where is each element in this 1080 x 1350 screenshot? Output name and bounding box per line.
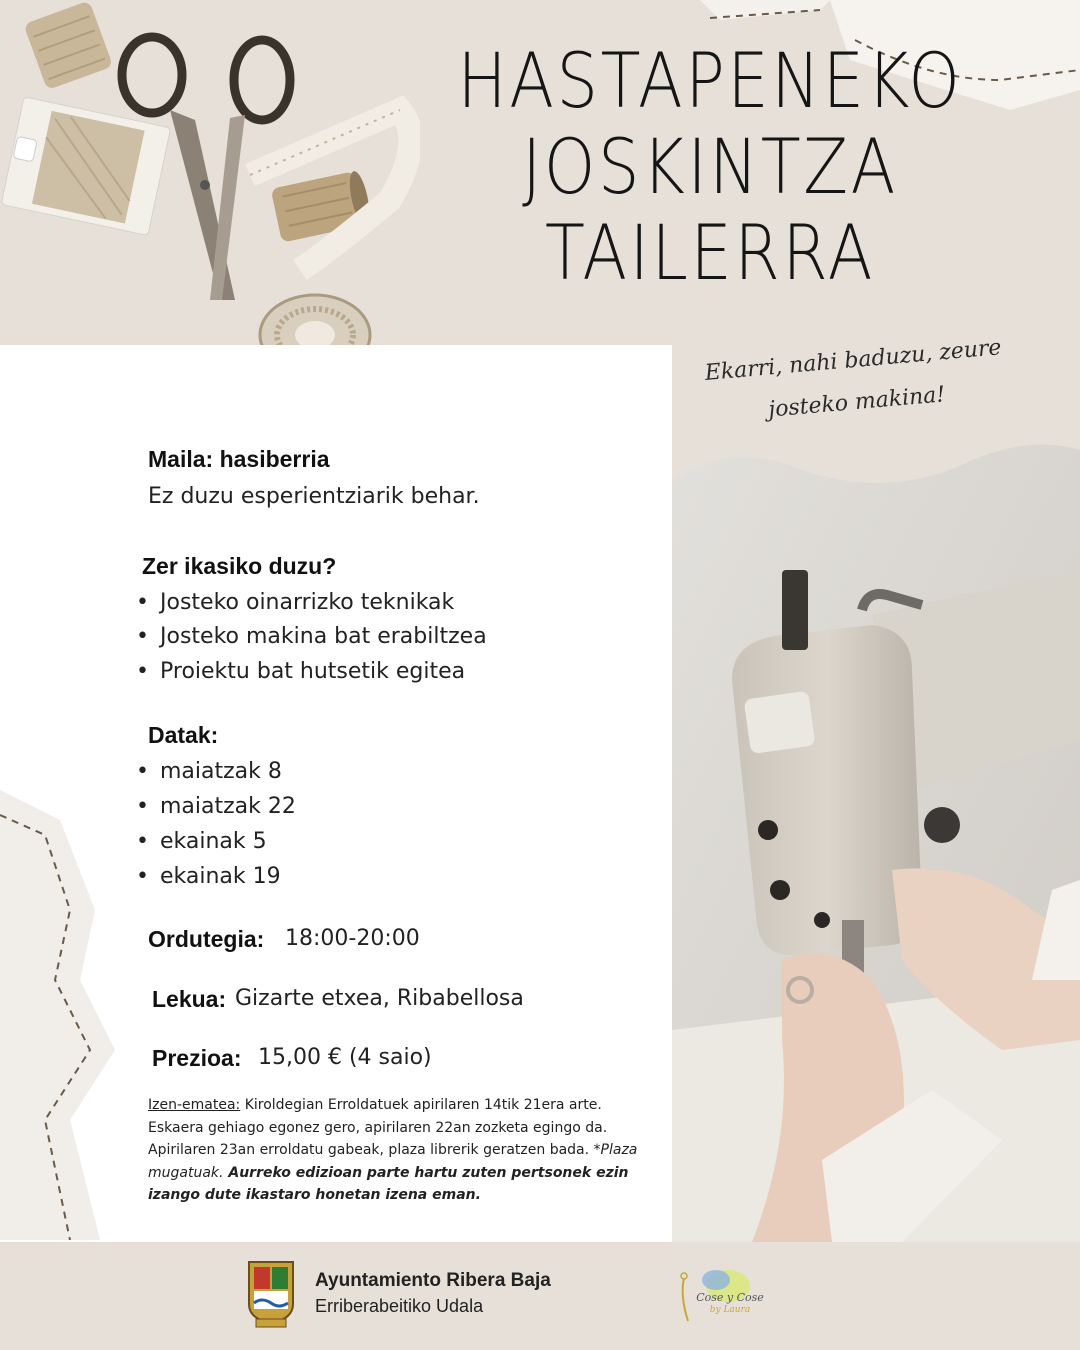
note-line: josteko makina! — [767, 382, 947, 423]
list-item: • maiatzak 8 — [160, 759, 282, 784]
page-title — [409, 38, 1011, 296]
list-item: • Josteko oinarrizko teknikak — [160, 590, 454, 615]
list-item: • ekainak 19 — [160, 864, 281, 889]
partner-logo-line: by Laura — [709, 1305, 751, 1315]
partner-logo-line: Cose y Cose — [696, 1291, 764, 1304]
sewing-machine-photo — [672, 440, 1080, 1242]
partner-logo-text — [690, 1292, 770, 1316]
sewing-tools-photo — [0, 0, 420, 400]
list-item: • ekainak 5 — [160, 829, 267, 854]
registration-label: Izen-ematea: — [148, 1097, 241, 1113]
registration-warning: Aurreko edizioan parte hartu zuten pertsonek ezin izango dute ikastaro honetan izena eman. — [148, 1164, 629, 1203]
registration-note: *Plaza mugatuak. — [148, 1142, 638, 1181]
learn-heading: Zer ikasiko duzu? — [142, 553, 337, 579]
schedule-label: Ordutegia: — [148, 926, 265, 952]
dates-heading: Datak: — [148, 722, 219, 748]
sewing-pattern-decoration — [0, 790, 130, 1240]
registration-text: Kiroldegian Erroldatuek apirilaren 14tik 21era arte. Eskaera gehiago egonez gero, apirilaren 22an zozketa egingo da. Apirilaren 23an erroldatu gabeak, plaza librerik geratzen bada. — [148, 1097, 608, 1158]
title-line: JOSKINTZA — [522, 122, 898, 211]
footer — [0, 1242, 1080, 1350]
organizer-name-basque: Erriberabeitiko Udala — [315, 1296, 484, 1316]
list-item: • Proiektu bat hutsetik egitea — [160, 659, 465, 684]
title-line: HASTAPENEKO — [457, 36, 963, 125]
place-value: Gizarte etxea, Ribabellosa — [235, 986, 524, 1011]
coat-of-arms-icon — [246, 1259, 296, 1329]
price-label: Prezioa: — [152, 1045, 242, 1071]
level-text: Ez duzu esperientziarik behar. — [148, 484, 480, 509]
list-item: • maiatzak 22 — [160, 794, 296, 819]
price-value: 15,00 € (4 saio) — [258, 1045, 432, 1070]
place-label: Lekua: — [152, 986, 227, 1012]
note-line: Ekarri, nahi baduzu, zeure — [703, 335, 1003, 387]
organizer-name: Ayuntamiento Ribera Baja — [315, 1270, 551, 1291]
list-item: • Josteko makina bat erabiltzea — [160, 624, 487, 649]
title-line: TAILERRA — [544, 208, 876, 297]
registration-info — [148, 1094, 638, 1207]
level-heading: Maila: hasiberria — [148, 446, 330, 472]
schedule-value: 18:00-20:00 — [285, 926, 420, 951]
